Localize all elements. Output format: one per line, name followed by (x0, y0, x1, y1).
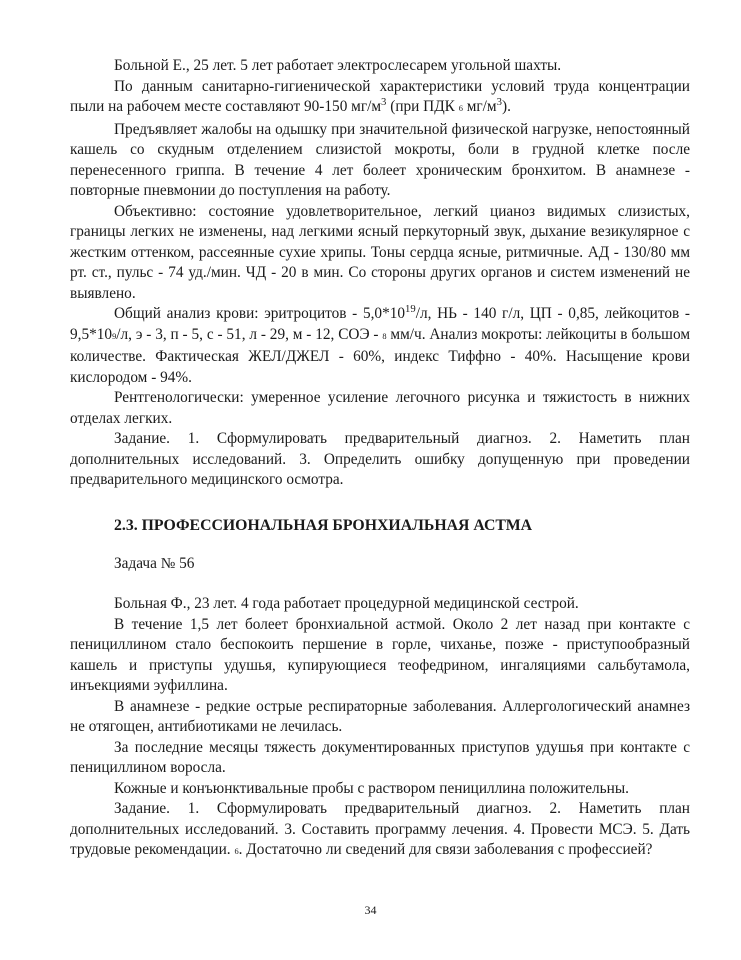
case1-blood-d: мм/ч. Анализ мокроты: лейкоциты в большом количестве. Фактическая ЖЕЛ/ДЖЕЛ - 60%, индекс Тиффно - 40%. Насыщение крови кислородом - 94%. (70, 325, 690, 386)
case2-anamnesis: В анамнезе - редкие острые респираторные заболевания. Аллергологический анамнез не отягощен, антибиотиками не лечилась. (70, 697, 690, 735)
case1-complaints: Предъявляет жалобы на одышку при значительной физической нагрузке, непостоянный кашель со скудным отделением слизистой мокроты, боли в грудной клетке после перенесенного гриппа. В течение 4 лет болеет хроническим бронхитом. В анамнезе - повторные пневмонии до поступления на работу. (70, 120, 690, 199)
case1-blood-exponent: 19 (405, 302, 416, 315)
page-content (70, 56, 690, 863)
case1-blood-analysis (70, 304, 690, 388)
case1-objective: Объективно: состояние удовлетворительное, легкий цианоз видимых слизистых, границы легких не изменены, над легкими ясный перкуторный звук, дыхание везикулярное с жестким оттенком, рассеянные сухие хрипы. Тоны сердца ясные, ритмичные. АД - 130/80 мм рт. ст., пульс - 74 уд./мин. ЧД - 20 в мин. Со стороны других органов и систем изменений не выявлено. (70, 202, 690, 302)
case1-dust-conditions (70, 77, 690, 120)
case1-soe-value: 8 (382, 331, 387, 341)
section-title: 2.3. ПРОФЕССИОНАЛЬНАЯ БРОНХИАЛЬНАЯ АСТМА (114, 516, 533, 534)
case1-blood-b: /л, НЬ - 140 г/л, ЦП - 0,85, лейкоцитов - 9,5*10 (70, 305, 690, 343)
case1-task: Задание. 1. Сформулировать предварительный диагноз. 2. Наметить план дополнительных исследований. 3. Определить ошибку допущенную при проведении предварительного медицинского осмотра. (70, 430, 690, 488)
case2-intro: Больная Ф., 23 лет. 4 года работает процедурной медицинской сестрой. (114, 595, 579, 612)
case2-tests: Кожные и конъюнктивальные пробы с раствором пенициллина положительны. (114, 779, 629, 797)
case1-dust-exponent: 3 (381, 95, 387, 108)
case2-history: В течение 1,5 лет болеет бронхиальной астмой. Около 2 лет назад при контакте с пенициллином стало беспокоить першение в горле, чиханье, позже - приступообразный кашель и приступы удушья, купирующиеся теофедрином, ингаляциями сальбутамола, инъекциями эуфиллина. (70, 615, 690, 694)
case2-recent: За последние месяцы тяжесть документированных приступов удушья при контакте с пенициллином воросла. (70, 738, 690, 776)
case2-task-b: . Достаточно ли сведений для связи заболевания с профессией? (238, 841, 653, 858)
case1-dust-text: По данным санитарно-гигиенической характеристики условий труда концентрации пыли на рабочем месте составляют 90-150 мг/м (70, 77, 690, 115)
case1-pdk-text: (при ПДК (386, 98, 459, 115)
case2-task (70, 799, 690, 863)
case1-blood-leuko-exp: 9 (112, 331, 117, 341)
page-number: 34 (364, 903, 377, 917)
case1-blood-c: /л, э - 3, п - 5, с - 51, л - 29, м - 12, СОЭ - (116, 325, 383, 343)
case1-intro: Больной Е., 25 лет. 5 лет работает электрослесарем угольной шахты. (114, 57, 562, 74)
case1-xray: Рентгенологически: умеренное усиление легочного рисунка и тяжистость в нижних отделах легких. (70, 389, 690, 427)
task-number: Задача № 56 (114, 554, 195, 572)
case2-task-number-six: 6 (234, 847, 239, 856)
case1-blood-a: Общий анализ крови: эритроцитов - 5,0*10 (114, 305, 406, 322)
case1-pdk-value: 6 (458, 104, 463, 113)
case2-task-a: Задание. 1. Сформулировать предварительный диагноз. 2. Наметить план дополнительных исследований. 3. Составить программу лечения. 4. Провести МСЭ. 5. Дать трудовые рекомендации. (70, 800, 690, 858)
case1-pdk-exponent: 3 (496, 95, 502, 108)
case1-pdk-unit: мг/м (462, 98, 497, 115)
case1-pdk-close: ). (501, 98, 511, 115)
